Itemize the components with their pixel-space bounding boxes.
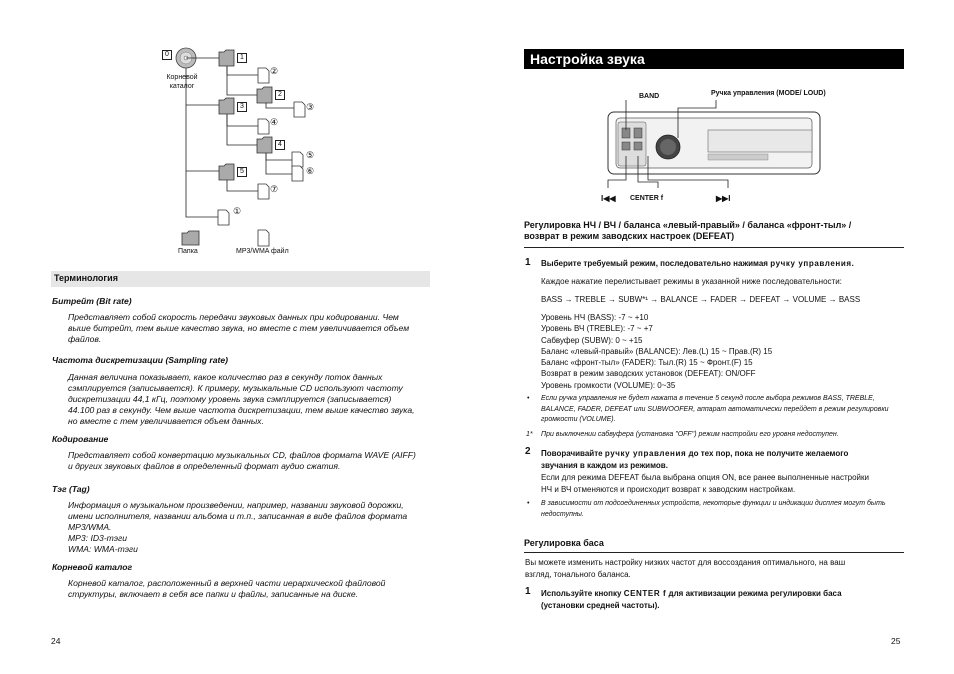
- display-shape: [708, 130, 812, 152]
- term-title-sampling: Частота дискретизации (Sampling rate): [52, 355, 228, 365]
- step3-number: 1: [525, 586, 531, 597]
- term-body-sampling: Данная величина показывает, какое количество раз в секунду поток данных сэмплируется (записывается). К примеру, музыкальные CD используют частоту дискретизации 44,1 кГц, поэтому уровень звука сэмплируется (записывается) 44.100 раз в секунду. Чем выше частота дискретизации, тем выше качество звука, но вместе с тем увеличивается объем данных.: [68, 372, 415, 426]
- term-title-encoding: Кодирование: [52, 434, 109, 444]
- note1-bullet: •: [527, 395, 530, 402]
- file-number-5: ⑤: [306, 150, 315, 160]
- legend-file-icon: [258, 230, 269, 246]
- section1-divider: [524, 247, 904, 248]
- head-unit-diagram: [598, 100, 830, 210]
- section1-title: Регулировка НЧ / ВЧ / баланса «левый-правый» / баланса «фронт-тыл» / возврат в режим заводских настроек (DEFEAT): [524, 220, 852, 242]
- term-body-bitrate: Представляет собой скорость передачи звуковых данных при кодировании. Чем выше битрейт, тем выше качество звука, но вместе с тем увеличивается объем файлов.: [68, 312, 410, 344]
- prev-track-label: I◀◀: [601, 194, 616, 203]
- legend-file-label: MP3/WMA файл: [236, 248, 289, 255]
- file-number-1: ①: [233, 206, 242, 216]
- term-title-tag: Тэг (Tag): [52, 484, 90, 494]
- page-title: Настройка звука: [524, 49, 904, 69]
- root-number: 0: [162, 50, 172, 60]
- term-body-encoding: Представляет собой конвертацию музыкальных CD, файлов формата WAVE (AIFF) и других звуковых файлов в определенный формат аудио сжатия.: [68, 450, 416, 471]
- file-number-2: ②: [270, 66, 279, 76]
- note2-bullet: •: [527, 500, 530, 507]
- term-body-root: Корневой каталог, расположенный в верхней части иерархической файловой структуры, включает в себя все папки и файлы, записанные на диске.: [68, 578, 386, 599]
- folder-number-1: 1: [237, 53, 247, 63]
- legend-folder-icon: [182, 231, 199, 245]
- folder-number-4: 4: [275, 140, 285, 150]
- center-f-label: CENTER f: [630, 195, 664, 202]
- step1-number: 1: [525, 257, 531, 268]
- folder-number-2: 2: [275, 90, 285, 100]
- file-number-7: ⑦: [270, 184, 279, 194]
- folder-number-3: 3: [237, 102, 247, 112]
- root-label: Корневой каталог: [166, 74, 198, 90]
- step2-text: Поворачивайте ручку управления до тех пор, пока не получите желаемого звучания в каждом из режимов. Если для режима DEFEAT была выбрана опция ON, все ранее выполненные настройки НЧ и ВЧ отменяются и происходит возврат к заводским настройкам.: [541, 449, 869, 494]
- terminology-header: Терминология: [51, 271, 430, 287]
- section2-title: Регулировка баса: [524, 538, 604, 548]
- footnote1-text: При выключении сабвуфера (установка "OFF") режим настройки его уровня недоступен.: [541, 431, 839, 438]
- step1-text: Выберите требуемый режим, последовательно нажимая ручку управления.: [541, 259, 854, 268]
- step1-desc: Каждое нажатие перелистывает режимы в указанной ниже последовательности:: [541, 277, 842, 286]
- file-number-4: ④: [270, 117, 279, 127]
- step3-text: Используйте кнопку CENTER f для активизации режима регулировки баса (установки средней частоты).: [541, 589, 842, 610]
- footnote1-mark: 1*: [526, 431, 533, 438]
- knob-label: Ручка управления (MODE/ LOUD): [711, 90, 826, 97]
- term-title-root: Корневой каталог: [52, 562, 133, 572]
- level-ranges: Уровень НЧ (BASS): -7 ~ +10 Уровень ВЧ (TREBLE): -7 ~ +7 Сабвуфер (SUBW): 0 ~ +15 Баланс «левый-правый» (BALANCE): Лев.(L) 15 ~ Прав.(R) 15 Баланс «фронт-тыл» (FADER): Тыл.(R) 15 ~ Фронт.(F) 15 Возврат в режим заводских установок (DEFEAT): ON/OFF Уровень громкости (VOLUME): 0~35: [541, 313, 773, 390]
- section2-divider: [524, 552, 904, 553]
- file-number-6: ⑥: [306, 166, 315, 176]
- next-track-label: ▶▶I: [716, 194, 731, 203]
- band-label: BAND: [639, 93, 660, 100]
- file-number-3: ③: [306, 102, 315, 112]
- mode-sequence: BASS → TREBLE → SUBW*¹ → BALANCE → FADER → DEFEAT → VOLUME → BASS: [541, 295, 861, 304]
- note1-text: Если ручка управления не будет нажата в течение 5 секунд после выбора режимов BASS, TREBLE, BALANCE, FADER, DEFEAT или SUBWOOFER, аппарат автоматически перейдет в режим регулировки громкости (VOLUME).: [541, 395, 889, 423]
- step2-number: 2: [525, 446, 531, 457]
- note2-text: В зависимости от подсоединенных устройств, некоторые функции и индикации дисплея могут быть недоступны.: [541, 500, 886, 518]
- section2-body: Вы можете изменить настройку низких частот для воссоздания оптимального, на ваш взгляд, тонального баланса.: [525, 558, 846, 579]
- folder-number-5: 5: [237, 167, 247, 177]
- term-title-bitrate: Битрейт (Bit rate): [52, 296, 132, 306]
- page-number-right: 25: [891, 636, 901, 646]
- legend-folder-label: Папка: [178, 248, 198, 255]
- term-body-tag: Информация о музыкальном произведении, например, названии звуковой дорожки, имени исполнителя, названии альбома и т.п., записанная в виде файлов формата MP3/WMA. MP3: ID3-тэги WMA: WMA-тэги: [68, 500, 408, 554]
- page-number-left: 24: [51, 636, 61, 646]
